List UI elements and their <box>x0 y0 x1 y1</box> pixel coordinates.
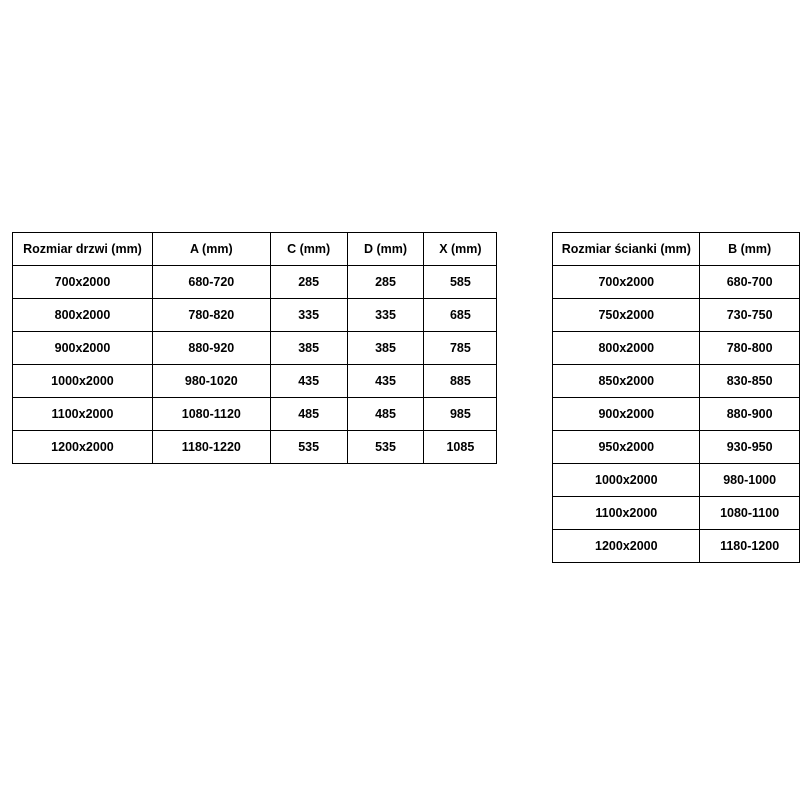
cell-door-size: 1100x2000 <box>13 398 153 431</box>
cell-c: 435 <box>270 365 347 398</box>
table-row <box>553 530 800 563</box>
cell-wall-size: 800x2000 <box>553 332 700 365</box>
table-row <box>13 299 497 332</box>
table-header-row <box>13 233 497 266</box>
cell-wall-size: 1100x2000 <box>553 497 700 530</box>
cell-b: 680-700 <box>700 266 800 299</box>
table-row <box>553 497 800 530</box>
cell-x: 785 <box>424 332 497 365</box>
walls-size-table <box>552 232 800 563</box>
cell-wall-size: 900x2000 <box>553 398 700 431</box>
cell-a: 980-1020 <box>152 365 270 398</box>
cell-d: 385 <box>347 332 424 365</box>
table-row <box>553 299 800 332</box>
tables-container <box>0 232 800 563</box>
column-header-c: C (mm) <box>270 233 347 266</box>
cell-x: 585 <box>424 266 497 299</box>
cell-door-size: 700x2000 <box>13 266 153 299</box>
table-row <box>13 332 497 365</box>
cell-a: 1080-1120 <box>152 398 270 431</box>
cell-wall-size: 700x2000 <box>553 266 700 299</box>
cell-a: 880-920 <box>152 332 270 365</box>
cell-door-size: 1000x2000 <box>13 365 153 398</box>
column-header-wall-size: Rozmiar ścianki (mm) <box>553 233 700 266</box>
cell-b: 1180-1200 <box>700 530 800 563</box>
table-header-row <box>553 233 800 266</box>
cell-b: 780-800 <box>700 332 800 365</box>
cell-c: 285 <box>270 266 347 299</box>
cell-door-size: 1200x2000 <box>13 431 153 464</box>
cell-a: 780-820 <box>152 299 270 332</box>
cell-b: 830-850 <box>700 365 800 398</box>
cell-c: 385 <box>270 332 347 365</box>
column-header-a: A (mm) <box>152 233 270 266</box>
cell-b: 880-900 <box>700 398 800 431</box>
cell-b: 980-1000 <box>700 464 800 497</box>
table-row <box>13 398 497 431</box>
column-header-d: D (mm) <box>347 233 424 266</box>
cell-x: 985 <box>424 398 497 431</box>
cell-b: 730-750 <box>700 299 800 332</box>
cell-door-size: 800x2000 <box>13 299 153 332</box>
cell-d: 435 <box>347 365 424 398</box>
cell-c: 535 <box>270 431 347 464</box>
table-row <box>553 431 800 464</box>
cell-wall-size: 850x2000 <box>553 365 700 398</box>
table-row <box>553 365 800 398</box>
cell-b: 1080-1100 <box>700 497 800 530</box>
cell-wall-size: 750x2000 <box>553 299 700 332</box>
cell-wall-size: 1200x2000 <box>553 530 700 563</box>
column-header-b: B (mm) <box>700 233 800 266</box>
cell-x: 1085 <box>424 431 497 464</box>
column-header-x: X (mm) <box>424 233 497 266</box>
cell-wall-size: 950x2000 <box>553 431 700 464</box>
table-row <box>13 266 497 299</box>
walls-size-table-block <box>552 232 800 563</box>
cell-a: 1180-1220 <box>152 431 270 464</box>
table-row <box>553 398 800 431</box>
table-row <box>553 464 800 497</box>
table-row <box>553 266 800 299</box>
cell-d: 485 <box>347 398 424 431</box>
cell-d: 335 <box>347 299 424 332</box>
cell-x: 685 <box>424 299 497 332</box>
cell-wall-size: 1000x2000 <box>553 464 700 497</box>
cell-b: 930-950 <box>700 431 800 464</box>
table-row <box>13 365 497 398</box>
table-row <box>13 431 497 464</box>
column-header-door-size: Rozmiar drzwi (mm) <box>13 233 153 266</box>
cell-c: 485 <box>270 398 347 431</box>
cell-door-size: 900x2000 <box>13 332 153 365</box>
doors-size-table-block <box>12 232 497 464</box>
doors-size-table <box>12 232 497 464</box>
cell-a: 680-720 <box>152 266 270 299</box>
table-row <box>553 332 800 365</box>
cell-x: 885 <box>424 365 497 398</box>
cell-c: 335 <box>270 299 347 332</box>
cell-d: 285 <box>347 266 424 299</box>
cell-d: 535 <box>347 431 424 464</box>
